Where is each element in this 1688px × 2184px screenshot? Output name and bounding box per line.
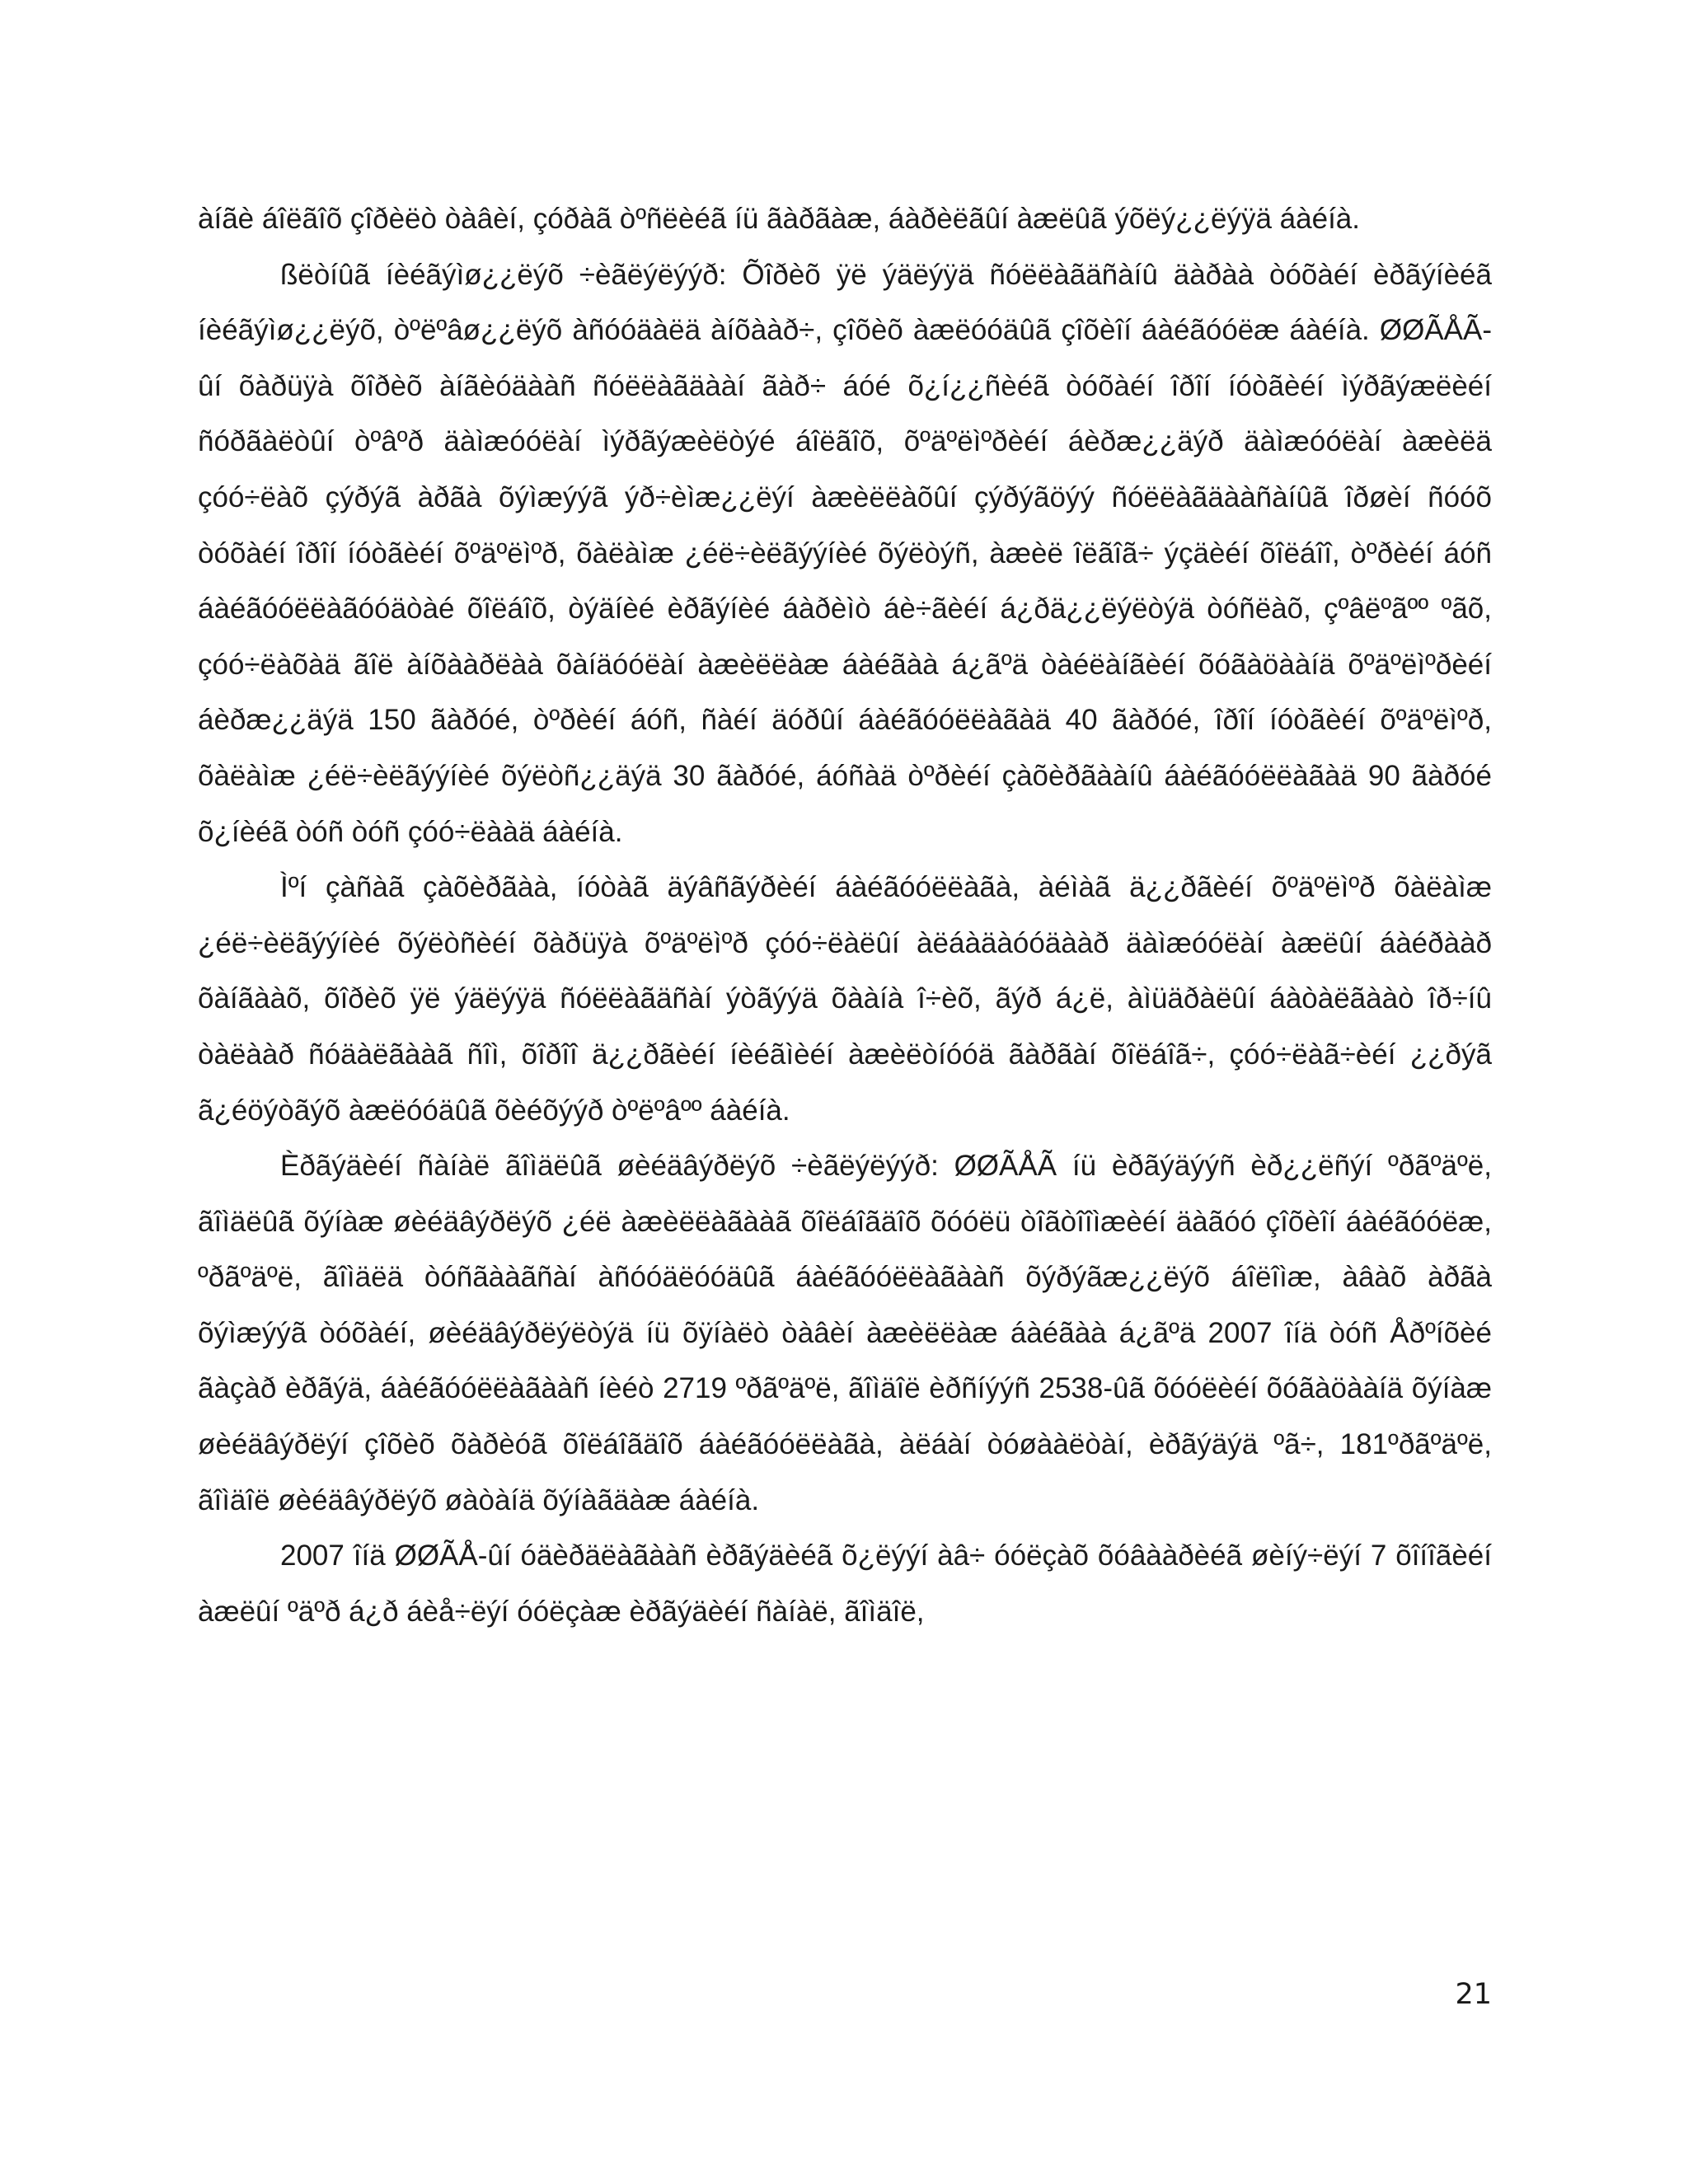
body-text	[198, 191, 1492, 1639]
paragraph-2: ßëòíûã íèéãýìø¿¿ëýõ ÷èãëýëýýð: Õîðèõ ÿë ýäëýÿä ñóëëàãäñàíû äàðàà òóõàéí èðãýíèéã íèéãýìø¿¿ëýõ, òºëºâø¿¿ëýõ àñóóäàëä àíõààð÷, çîõèõ àæëóóäûã çîõèîí áàéãóóëæ áàéíà. ØØÃÅÃ-ûí õàðüÿà õîðèõ àíãèóäààñ ñóëëàãäààí ãàð÷ áóé õ¿í¿¿ñèéã òóõàéí îðîí íóòãèéí ìýðãýæëèéí ñóðãàëòûí òºâºð äàìæóóëàí ìýðãýæèëòýé áîëãîõ, õºäºëìºðèéí áèðæ¿¿äýð äàìæóóëàí àæèëä çóó÷ëàõ çýðýã àðãà õýìæýýã ýð÷èìæ¿¿ëýí àæèëëàõûí çýðýãöýý ñóëëàãäààñàíûã îðøèí ñóóõ òóõàéí îðîí íóòãèéí õºäºëìºð, õàëàìæ ¿éë÷èëãýýíèé õýëòýñ, àæèë îëãîã÷ ýçäèéí õîëáîî, òºðèéí áóñ áàéãóóëëàãóóäòàé õîëáîõ, òýäíèé èðãýíèé áàðèìò áè÷ãèéí á¿ðä¿¿ëýëòýä òóñëàõ, çºâëºãºº ºãõ, çóó÷ëàõàä ãîë àíõààðëàà õàíäóóëàí àæèëëàæ áàéãàà á¿ãºä òàéëàíãèéí õóãàöààíä õºäºëìºðèéí áèðæ¿¿äýä 150 ãàðóé, òºðèéí áóñ, ñàéí äóðûí áàéãóóëëàãàä 40 ãàðóé, îðîí íóòãèéí õºäºëìºð, õàëàìæ ¿éë÷èëãýýíèé õýëòñ¿¿äýä 30 ãàðóé, áóñàä òºðèéí çàõèðãààíû áàéãóóëëàãàä 90 ãàðóé õ¿íèéã òóñ òóñ çóó÷ëààä áàéíà.	[198, 258, 1492, 848]
paragraph-3: Ìºí çàñàã çàõèðãàà, íóòàã äýâñãýðèéí áàéãóóëëàãà, àéìàã ä¿¿ðãèéí õºäºëìºð õàëàìæ ¿éë÷èëãýýíèé õýëòñèéí õàðüÿà õºäºëìºð çóó÷ëàëûí àëáàäàóóäààð äàìæóóëàí àæëûí áàéðààð õàíãààõ, õîðèõ ÿë ýäëýÿä ñóëëàãäñàí ýòãýýä õààíà î÷èõ, ãýð á¿ë, àìüäðàëûí áàòàëãààò îð÷íû òàëààð ñóäàëãààã ñîì, õîðîî ä¿¿ðãèéí íèéãìèéí àæèëòíóóä ãàðãàí õîëáîã÷, çóó÷ëàã÷èéí ¿¿ðýã ã¿éöýòãýõ àæëóóäûã õèéõýýð òºëºâºº áàéíà.	[198, 871, 1492, 1127]
page-number: 21	[1455, 1978, 1492, 2011]
paragraph-1: àíãè áîëãîõ çîðèëò òàâèí, çóðàã òºñëèéã íü ãàðãàæ, áàðèëãûí àæëûã ýõëý¿¿ëýÿä áàéíà.	[198, 203, 1360, 235]
paragraph-4: Èðãýäèéí ñàíàë ãîìäëûã øèéäâýðëýõ ÷èãëýëýýð: ØØÃÅÃ íü èðãýäýýñ èð¿¿ëñýí ºðãºäºë, ãîìäëûã õýíàæ øèéäâýðëýõ ¿éë àæèëëàãààã õîëáîãäîõ õóóëü òîãòîîìæèéí äàãóó çîõèîí áàéãóóëæ, ºðãºäºë, ãîìäëä òóñãààãñàí àñóóäëóóäûã áàéãóóëëàãààñ õýðýãæ¿¿ëýõ áîëîìæ, àâàõ àðãà õýìæýýã òóõàéí, øèéäâýðëýëòýä íü õÿíàëò òàâèí àæèëëàæ áàéãàà á¿ãºä 2007 îíä òóñ Åðºíõèé ãàçàð èðãýä, áàéãóóëëàãààñ íèéò 2719 ºðãºäºë, ãîìäîë èðñíýýñ 2538-ûã õóóëèéí õóãàöààíä õýíàæ øèéäâýðëýí çîõèõ õàðèóã õîëáîãäîõ áàéãóóëëàãà, àëáàí òóøààëòàí, èðãýäýä ºã÷, 181ºðãºäºë, ãîìäîë øèéäâýðëýõ øàòàíä õýíàãäàæ áàéíà.	[198, 1150, 1492, 1516]
paragraph-5: 2007 îíä ØØÃÅ-ûí óäèðäëàãààñ èðãýäèéã õ¿ëýýí àâ÷ óóëçàõ õóâààðèéã øèíý÷ëýí 7 õîíîãèéí àæëûí ºäºð á¿ð áèå÷ëýí óóëçàæ èðãýäèéí ñàíàë, ãîìäîë,	[198, 1540, 1492, 1628]
